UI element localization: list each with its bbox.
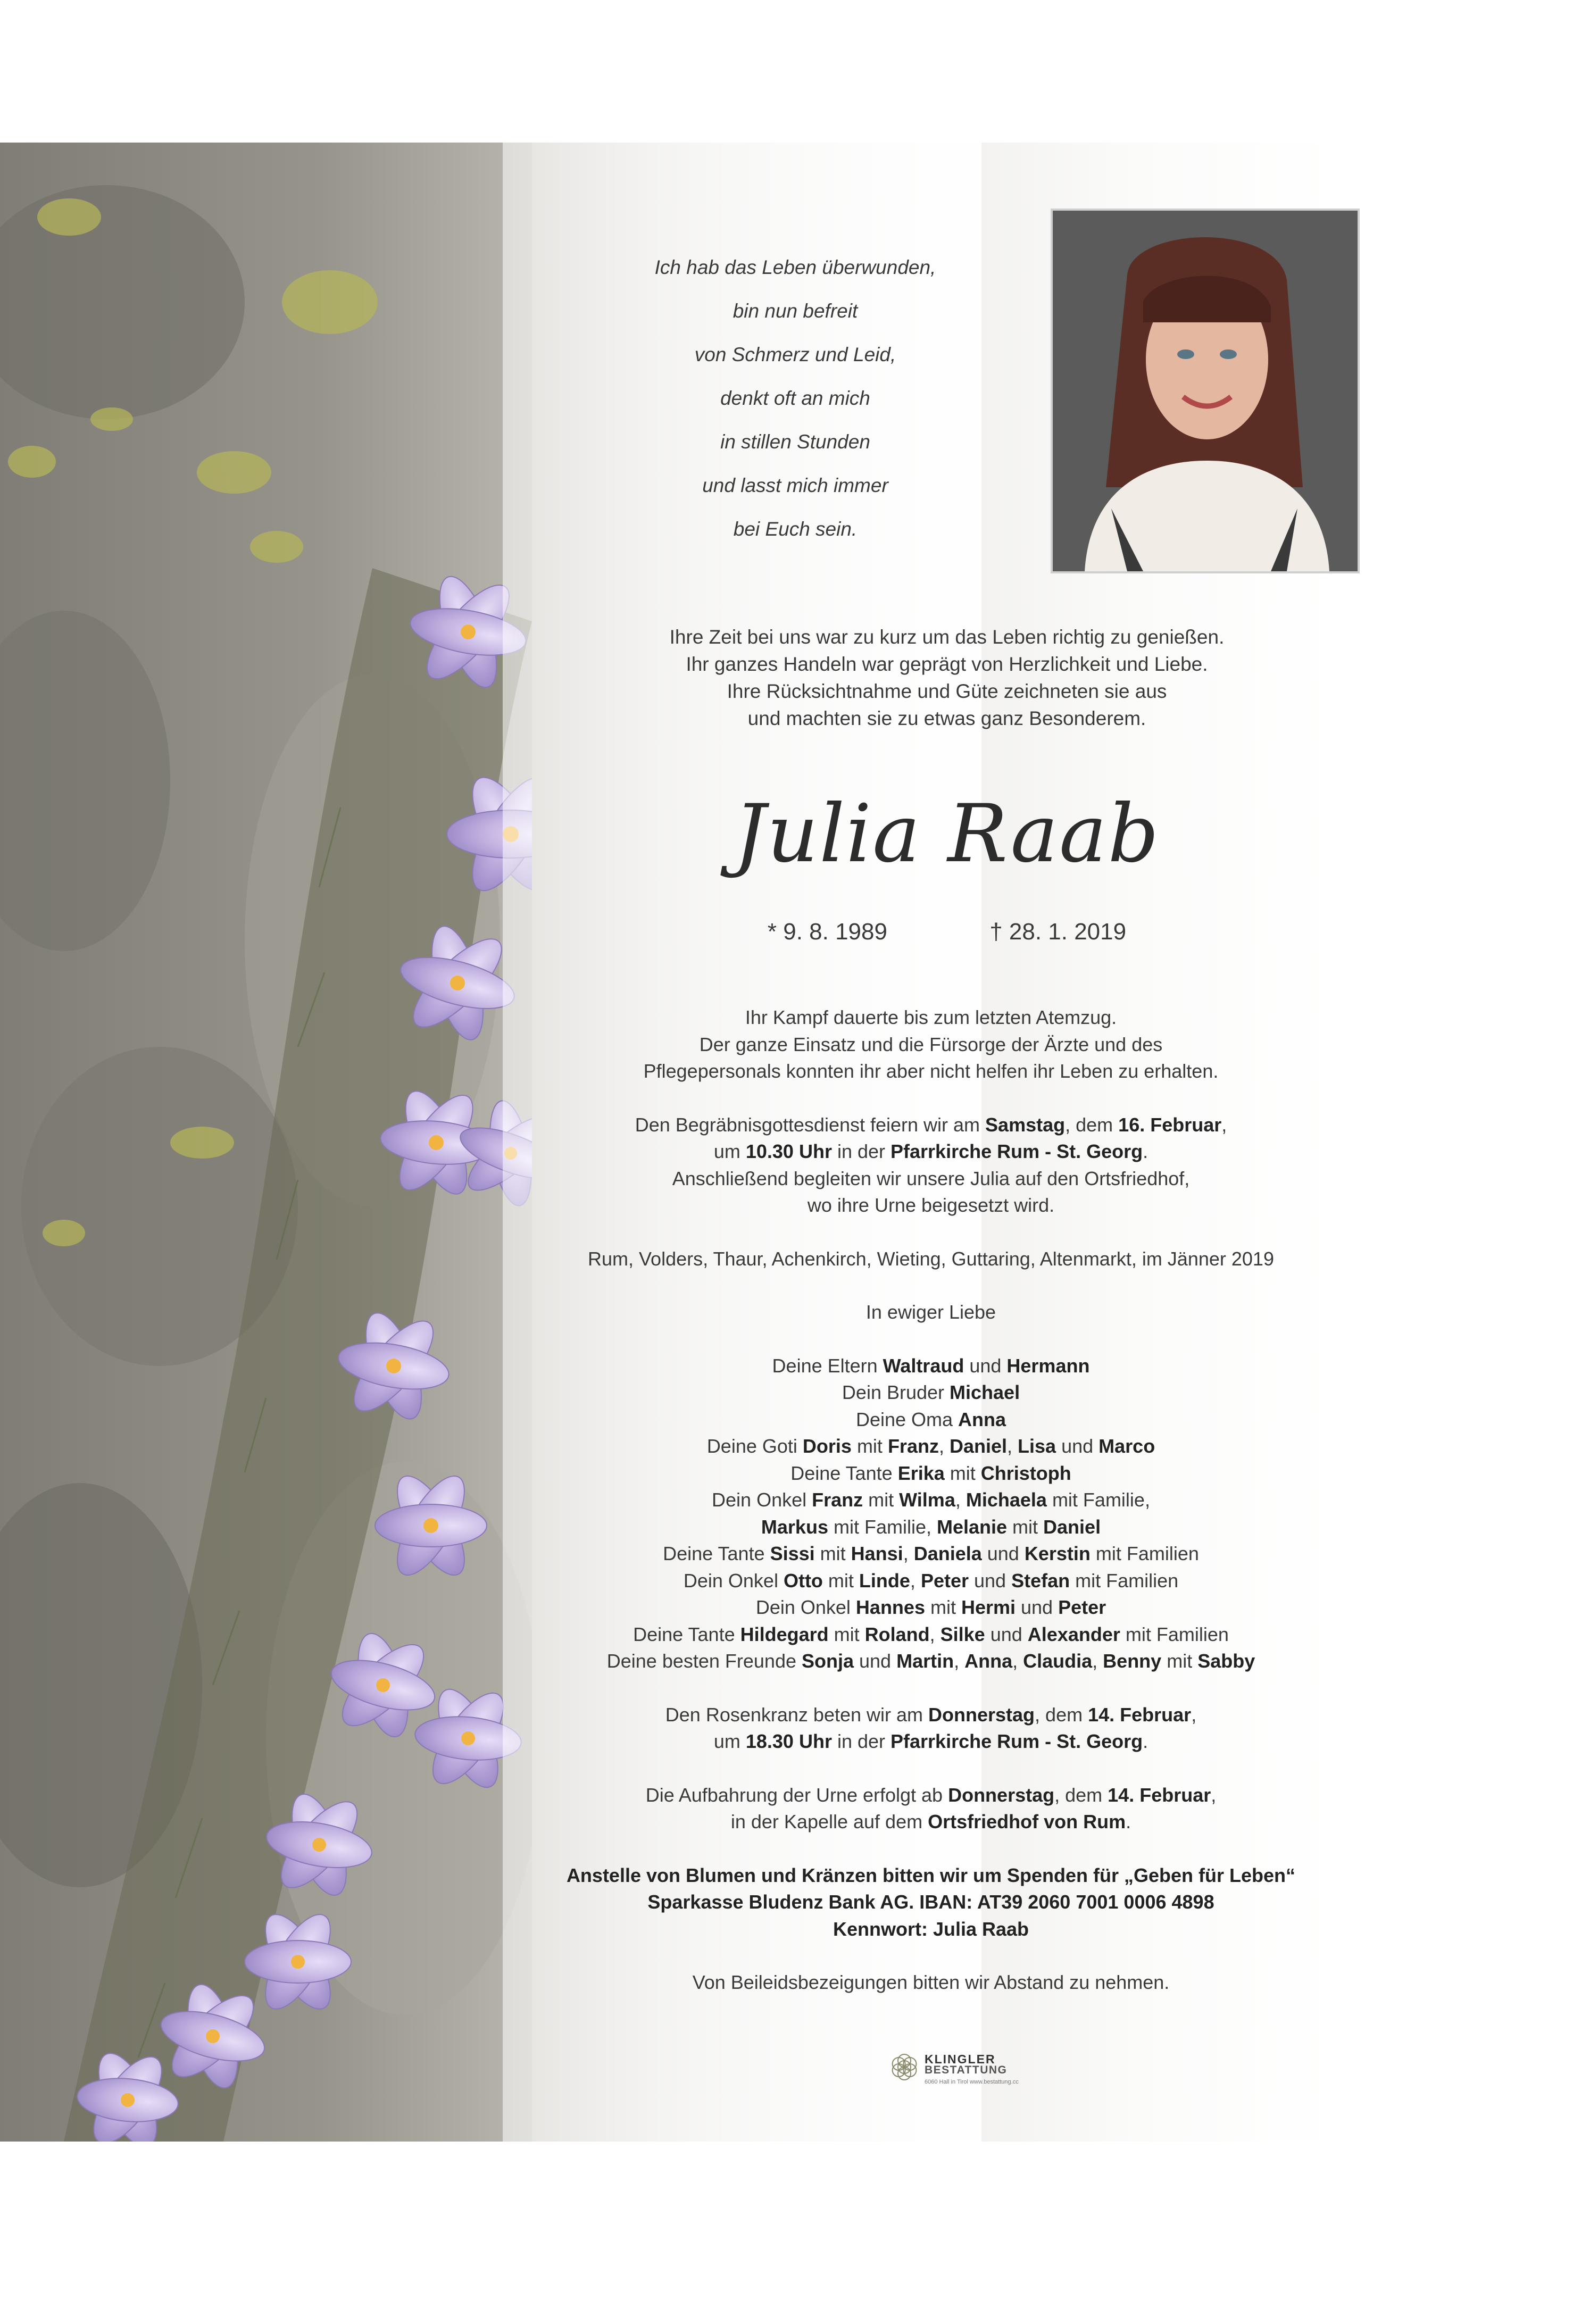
mourner-line: Deine Goti Doris mit Franz, Daniel, Lisa und Marco [706, 1435, 1155, 1457]
death-date: † 28. 1. 2019 [989, 919, 1127, 945]
struggle-line: Pflegepersonals konnten ihr aber nicht helfen ihr Leben zu erhalten. [643, 1060, 1219, 1082]
donation-line: Anstelle von Blumen und Kränzen bitten wir um Spenden für „Geben für Leben“ [566, 1864, 1296, 1886]
mourner-line: Deine Oma Anna [855, 1408, 1006, 1430]
crocus-rock-photo [0, 143, 532, 2142]
flower-of-life-icon [888, 2051, 920, 2083]
mourner-line: Deine Tante Hildegard mit Roland, Silke und Alexander mit Familien [633, 1623, 1229, 1645]
poem-line: bei Euch sein. [733, 518, 858, 540]
struggle-line: Ihr Kampf dauerte bis zum letzten Atemzug. [745, 1006, 1117, 1028]
place-date: Rum, Volders, Thaur, Achenkirch, Wieting, Guttaring, Altenmarkt, im Jänner 2019 [588, 1247, 1274, 1270]
funeral-line: Anschließend begleiten wir unsere Julia auf den Ortsfriedhof, [672, 1167, 1190, 1189]
logo-line-1: KLINGLER [925, 2052, 996, 2066]
intro-text [564, 623, 1330, 732]
rosary-line: Den Rosenkranz beten wir am Donnerstag, dem 14. Februar, [665, 1703, 1197, 1726]
intro-line: und machten sie zu etwas ganz Besonderem. [747, 707, 1146, 729]
funeral-home-logo [888, 2051, 1027, 2088]
mourners-list [500, 1353, 1362, 1675]
donation-line: Kennwort: Julia Raab [833, 1918, 1029, 1940]
mourner-line: Markus mit Familie, Melanie mit Daniel [761, 1515, 1101, 1538]
intro-line: Ihre Rücksichtnahme und Güte zeichneten sie aus [727, 680, 1167, 702]
funeral-line: wo ihre Urne beigesetzt wird. [807, 1194, 1055, 1216]
intro-line: Ihre Zeit bei uns war zu kurz um das Leben richtig zu genießen. [669, 626, 1225, 648]
poem [585, 246, 1005, 551]
portrait-photo [1051, 209, 1360, 573]
life-dates [564, 916, 1330, 948]
wake-line: in der Kapelle auf dem Ortsfriedhof von Rum. [730, 1811, 1131, 1832]
funeral-line: Den Begräbnisgottesdienst feiern wir am Samstag, dem 16. Februar, [635, 1113, 1227, 1136]
deceased-name: Julia Raab [734, 788, 1160, 880]
mourner-line: Dein Onkel Hannes mit Hermi und Peter [755, 1596, 1106, 1618]
obituary-body [500, 1004, 1362, 1996]
poem-line: von Schmerz und Leid, [694, 344, 896, 365]
poem-line: denkt oft an mich [720, 387, 870, 409]
intro-line: Ihr ganzes Handeln war geprägt von Herzlichkeit und Liebe. [686, 653, 1208, 675]
poem-line: Ich hab das Leben überwunden, [654, 256, 936, 278]
poem-line: und lasst mich immer [702, 474, 888, 496]
rosary-line: um 18.30 Uhr in der Pfarrkirche Rum - St. Georg. [713, 1730, 1148, 1752]
mourner-line: Deine Tante Erika mit Christoph [790, 1462, 1071, 1484]
love-line: In ewiger Liebe [865, 1301, 996, 1323]
poem-line: bin nun befreit [733, 300, 858, 322]
logo-line-2: BESTATTUNG [925, 2064, 1008, 2076]
mourner-line: Dein Onkel Otto mit Linde, Peter und Stefan mit Familien [683, 1569, 1179, 1592]
logo-line-3: 6060 Hall in Tirol www.bestattung.cc [925, 2079, 1019, 2085]
mourner-line: Deine Tante Sissi mit Hansi, Daniela und Kerstin mit Familien [663, 1543, 1199, 1564]
mourner-line: Dein Bruder Michael [842, 1381, 1020, 1403]
mourner-line: Dein Onkel Franz mit Wilma, Michaela mit Familie, [712, 1489, 1150, 1511]
mourner-line: Deine besten Freunde Sonja und Martin, Anna, Claudia, Benny mit Sabby [606, 1650, 1255, 1672]
poem-line: in stillen Stunden [720, 431, 870, 453]
wake-line: Die Aufbahrung der Urne erfolgt ab Donnerstag, dem 14. Februar, [645, 1784, 1217, 1806]
closing-line: Von Beileidsbezeigungen bitten wir Abstand zu nehmen. [692, 1971, 1170, 1993]
donation-line: Sparkasse Bludenz Bank AG. IBAN: AT39 2060 7001 0006 4898 [647, 1891, 1214, 1913]
mourner-line: Deine Eltern Waltraud und Hermann [772, 1354, 1090, 1377]
obituary-card [0, 143, 1573, 2142]
birth-date: * 9. 8. 1989 [767, 919, 887, 945]
struggle-line: Der ganze Einsatz und die Fürsorge der Ärzte und des [699, 1033, 1163, 1055]
funeral-line: um 10.30 Uhr in der Pfarrkirche Rum - St. Georg. [713, 1140, 1148, 1162]
